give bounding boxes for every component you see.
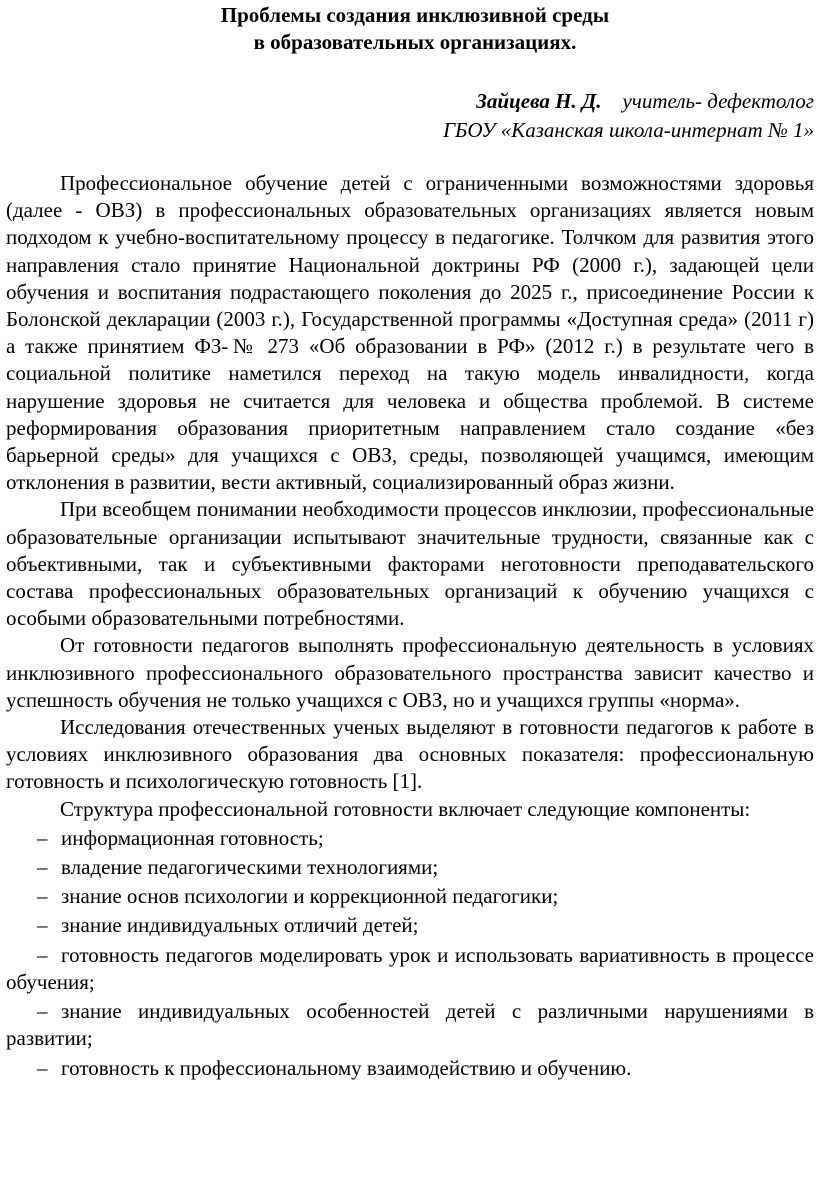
dash-marker: – [37, 999, 48, 1024]
title-line-2: в образовательных организациях. [253, 30, 577, 54]
list-item-text: знание индивидуальных отличий детей; [61, 913, 419, 938]
list-item-text: готовность к профессиональному взаимодействию и обучению. [61, 1055, 632, 1080]
author-organization-line [6, 116, 814, 145]
author-role: учитель- дефектолог [622, 89, 814, 113]
list-item [6, 825, 814, 854]
list-item-text: знание индивидуальных особенностей детей с различными нарушениями в развитии; [6, 999, 814, 1051]
author-organization: ГБОУ «Казанская школа-интернат № 1» [443, 118, 814, 142]
components-list [6, 825, 814, 1084]
list-item [6, 942, 814, 998]
paragraph: Структура профессиональной готовности включает следующие компоненты: [60, 796, 751, 821]
list-item-text: информационная готовность; [61, 825, 324, 850]
paragraph: При всеобщем понимании необходимости процессов инклюзии, профессиональные образовательные организации испытывают значительные трудности, связанные как с объективными, так и субъективными факторами неготовности преподавательского состава профессиональных образовательных организаций к обучению учащихся с особыми образовательными потребностями. [6, 497, 814, 631]
title-line-1: Проблемы создания инклюзивной среды [220, 3, 610, 27]
author-line [6, 87, 814, 116]
dash-marker: – [37, 825, 48, 850]
list-item [6, 998, 814, 1054]
list-item [6, 883, 814, 912]
list-item-text: знание основ психологии и коррекционной педагогики; [61, 884, 559, 909]
document-title [6, 2, 814, 56]
list-item-text: владение педагогическими технологиями; [61, 855, 439, 880]
paragraph: Профессиональное обучение детей с ограниченными возможностями здоровья (далее - ОВЗ) в профессиональных образовательных организациях является новым подходом к учебно-воспитательному процессу в педагогике. Толчком для развития этого направления стало принятие Национальной доктрины РФ (2000 г.), задающей цели обучения и воспитания подрастающего поколения до 2025 г., присоединение России к Болонской декларации (2003 г.), Государственной программы «Доступная среда» (2011 г) а также принятием ФЗ-№ 273 «Об образовании в РФ» (2012 г.) в результате чего в социальной политике наметился переход на такую модель инвалидности, когда нарушение здоровья не считается для человека и общества проблемой. В системе реформирования образования приоритетным направлением стало создание «без барьерной среды» для учащихся с ОВЗ, среды, позволяющей учащимся, имеющим отклонения в развитии, вести активный, социализированный образ жизни. [6, 171, 814, 495]
author-name: Зайцева Н. Д. [476, 89, 602, 113]
dash-marker: – [37, 1055, 48, 1080]
dash-marker: – [37, 942, 48, 967]
paragraph: От готовности педагогов выполнять профессиональную деятельность в условиях инклюзивного профессионального образовательного пространства зависит качество и успешность обучения не только учащихся с ОВЗ, но и учащихся группы «норма». [6, 633, 814, 712]
dash-marker: – [37, 884, 48, 909]
author-spacer [6, 145, 814, 170]
list-item-text: готовность педагогов моделировать урок и использовать вариативность в процессе обучения; [6, 942, 814, 994]
list-item [6, 912, 814, 941]
paragraph: Исследования отечественных ученых выделяют в готовности педагогов к работе в условиях инклюзивного образования два основных показателя: профессиональную готовность и психологическую готовность [1]. [6, 715, 814, 794]
dash-marker: – [37, 855, 48, 880]
title-spacer [6, 56, 814, 87]
list-item [6, 1055, 814, 1084]
dash-marker: – [37, 913, 48, 938]
list-item [6, 854, 814, 883]
